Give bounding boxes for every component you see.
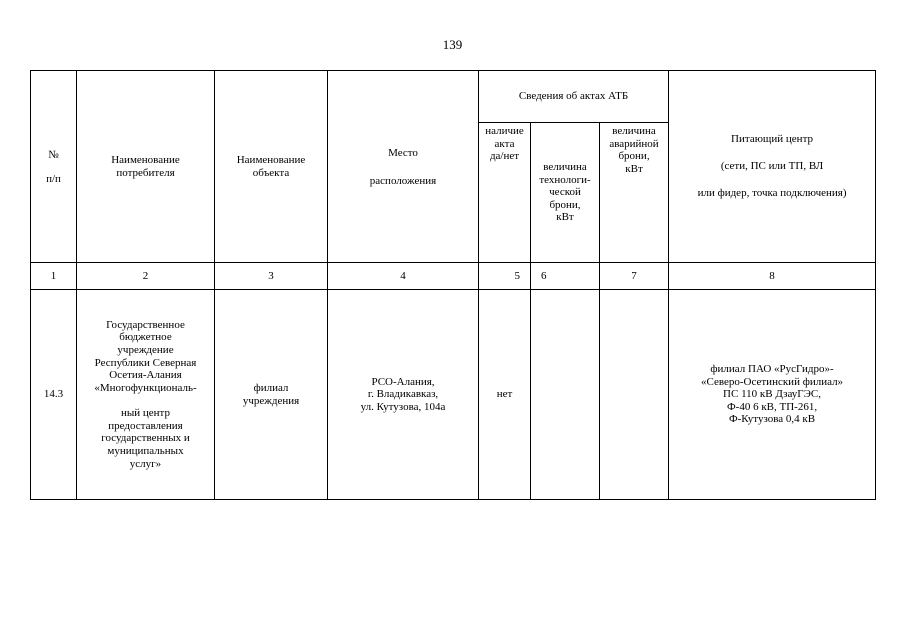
atb-table (30, 70, 876, 500)
header-tech-reserve: величина технологи- ческой брони, кВт (531, 123, 600, 263)
column-number: 8 (669, 263, 876, 290)
column-number: 4 (328, 263, 479, 290)
column-number: 5 (479, 263, 531, 290)
row-power-center: филиал ПАО «РусГидро»- «Северо-Осетинский филиал» ПС 110 кВ ДзауГЭС, Ф-40 6 кВ, ТП-261, Ф-Кутузова 0,4 кВ (669, 290, 876, 500)
column-number: 2 (77, 263, 215, 290)
header-object: Наименование объекта (215, 71, 328, 263)
header-atb-presence: наличие акта да/нет (479, 123, 531, 263)
column-number: 7 (600, 263, 669, 290)
header-location: Место расположения (328, 71, 479, 263)
column-number: 6 (531, 263, 600, 290)
table-row (31, 290, 876, 500)
column-number: 3 (215, 263, 328, 290)
header-atb-group: Сведения об актах АТБ (479, 71, 669, 123)
header-consumer: Наименование потребителя (77, 71, 215, 263)
row-object: филиал учреждения (215, 290, 328, 500)
column-number: 1 (31, 263, 77, 290)
row-emergency-reserve (600, 290, 669, 500)
header-row-group (31, 71, 876, 123)
header-emergency-reserve: величина аварийной брони, кВт (600, 123, 669, 263)
row-consumer: Государственное бюджетное учреждение Республики Северная Осетия-Алания «Многофункциональ- ный центр предоставления государственных и муниципальных услуг» (77, 290, 215, 500)
column-numbers-row (31, 263, 876, 290)
row-tech-reserve (531, 290, 600, 500)
header-num: № п/п (31, 71, 77, 263)
row-num: 14.3 (31, 290, 77, 500)
header-power-center: Питающий центр (сети, ПС или ТП, ВЛ или фидер, точка подключения) (669, 71, 876, 263)
page-number: 139 (442, 37, 463, 52)
row-location: РСО-Алания, г. Владикавказ, ул. Кутузова, 104а (328, 290, 479, 500)
row-atb-presence: нет (479, 290, 531, 500)
